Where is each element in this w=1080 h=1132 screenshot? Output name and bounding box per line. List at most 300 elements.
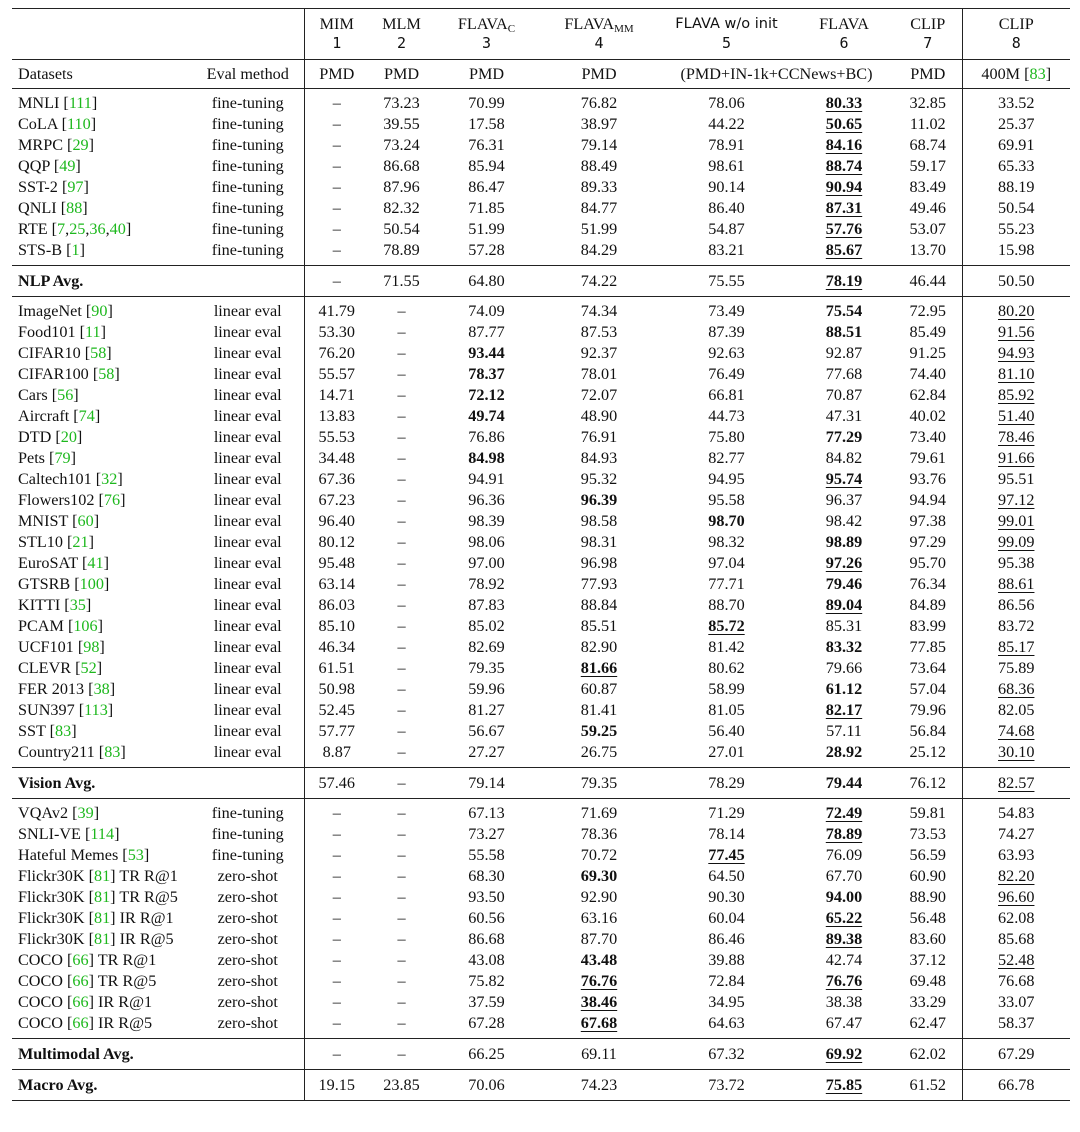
score-cell bbox=[539, 700, 659, 721]
dataset-name: CLEVR [52] bbox=[18, 659, 103, 677]
score-value: – bbox=[397, 1014, 406, 1032]
eval-method: linear eval bbox=[213, 617, 282, 635]
dataset-label: Flickr30K bbox=[18, 930, 85, 948]
score-value: 67.29 bbox=[998, 1045, 1035, 1063]
dataset-name: Cars [56] bbox=[18, 386, 79, 404]
citation-link[interactable]: 32 bbox=[101, 470, 118, 488]
score-value: 97.26 bbox=[825, 554, 863, 572]
dataset-name: QQP [49] bbox=[18, 157, 81, 175]
citation-link[interactable]: 29 bbox=[72, 136, 89, 154]
score-value: – bbox=[397, 1045, 406, 1063]
dataset-name: Flickr30K [81] TR R@1 bbox=[18, 867, 178, 885]
dataset-label: QNLI bbox=[18, 199, 57, 217]
citation-link[interactable]: 114 bbox=[90, 825, 115, 843]
citation-link[interactable]: 98 bbox=[83, 638, 100, 656]
score-cell bbox=[794, 89, 894, 115]
dataset-name: DTD [20] bbox=[18, 428, 83, 446]
score-value: 84.89 bbox=[909, 596, 946, 614]
score-cell bbox=[794, 114, 894, 135]
score-cell bbox=[894, 490, 962, 511]
citation-link[interactable]: 41 bbox=[87, 554, 104, 572]
score-value: 84.16 bbox=[825, 136, 863, 154]
score-cell bbox=[794, 637, 894, 658]
score-cell bbox=[539, 511, 659, 532]
citation-link[interactable]: 88 bbox=[66, 199, 83, 217]
citation-link[interactable]: 66 bbox=[72, 972, 89, 990]
score-value: 91.25 bbox=[909, 344, 946, 362]
score-value: 57.11 bbox=[826, 722, 862, 740]
score-cell bbox=[894, 824, 962, 845]
citation-link[interactable]: 97 bbox=[67, 178, 84, 196]
score-cell bbox=[659, 950, 794, 971]
citation-link[interactable]: 66 bbox=[72, 951, 89, 969]
citation-link[interactable]: 66 bbox=[72, 1014, 89, 1032]
citation-link[interactable]: 76 bbox=[103, 491, 121, 509]
dataset-label: STS-B bbox=[18, 241, 63, 259]
score-cell bbox=[659, 553, 794, 574]
score-value: 49.74 bbox=[468, 407, 505, 425]
score-cell bbox=[369, 219, 434, 240]
score-value: 87.83 bbox=[468, 596, 505, 614]
score-value: 56.84 bbox=[909, 722, 946, 740]
citation-link[interactable]: 110 bbox=[67, 115, 91, 133]
citation-link[interactable]: 81 bbox=[93, 867, 111, 885]
dataset-name: FER 2013 [38] bbox=[18, 680, 116, 698]
score-cell bbox=[794, 721, 894, 742]
dataset-name: STL10 [21] bbox=[18, 533, 94, 551]
eval-method: linear eval bbox=[213, 659, 282, 677]
citation-link[interactable]: 25 bbox=[69, 220, 86, 238]
table-row bbox=[12, 553, 1070, 574]
score-cell bbox=[304, 845, 369, 866]
score-cell bbox=[434, 658, 539, 679]
score-cell bbox=[894, 845, 962, 866]
score-cell bbox=[962, 574, 1070, 595]
citation-link[interactable]: 81 bbox=[93, 930, 111, 948]
score-value: 92.63 bbox=[708, 344, 745, 362]
score-value: 65.22 bbox=[825, 909, 863, 927]
score-value: – bbox=[397, 659, 406, 677]
score-value: 71.85 bbox=[468, 199, 505, 217]
score-cell bbox=[369, 679, 434, 700]
score-value: 54.83 bbox=[998, 804, 1035, 822]
score-value: 8.87 bbox=[322, 743, 351, 761]
score-cell bbox=[659, 768, 794, 799]
citation-link[interactable]: 81 bbox=[93, 909, 111, 927]
score-value: 85.68 bbox=[998, 930, 1035, 948]
eval-method: linear eval bbox=[213, 449, 282, 467]
eval-method: fine-tuning bbox=[211, 825, 284, 843]
score-cell bbox=[659, 114, 794, 135]
score-value: 85.17 bbox=[998, 638, 1035, 656]
citation-link[interactable]: 83 bbox=[55, 722, 72, 740]
score-cell bbox=[894, 721, 962, 742]
score-cell bbox=[794, 297, 894, 323]
score-value: 69.30 bbox=[580, 867, 618, 885]
score-value: 69.92 bbox=[825, 1045, 863, 1063]
score-cell bbox=[304, 385, 369, 406]
citation-link[interactable]: 74 bbox=[78, 407, 95, 425]
score-value: 58.99 bbox=[708, 680, 745, 698]
score-value: 71.29 bbox=[708, 804, 745, 822]
score-cell bbox=[304, 156, 369, 177]
dataset-label: CLEVR bbox=[18, 659, 72, 677]
score-value: 25.37 bbox=[998, 115, 1035, 133]
citation-link[interactable]: 66 bbox=[72, 993, 89, 1011]
score-value: 39.55 bbox=[383, 115, 420, 133]
score-cell bbox=[794, 700, 894, 721]
score-value: 76.82 bbox=[580, 94, 618, 112]
score-value: 77.45 bbox=[708, 846, 745, 864]
score-cell bbox=[794, 511, 894, 532]
score-value: – bbox=[397, 680, 406, 698]
citation-link[interactable]: 36 bbox=[89, 220, 106, 238]
table-row bbox=[12, 511, 1070, 532]
score-cell bbox=[894, 887, 962, 908]
dataset-name: UCF101 [98] bbox=[18, 638, 105, 656]
score-cell bbox=[304, 742, 369, 768]
score-value: 98.89 bbox=[825, 533, 863, 551]
score-value: 19.15 bbox=[318, 1076, 355, 1094]
citation-link[interactable]: 40 bbox=[109, 220, 126, 238]
score-value: – bbox=[397, 533, 406, 551]
score-cell bbox=[962, 469, 1070, 490]
citation-link[interactable]: 60 bbox=[77, 512, 94, 530]
score-value: 74.22 bbox=[580, 272, 618, 290]
score-value: 56.59 bbox=[909, 846, 946, 864]
score-cell bbox=[434, 469, 539, 490]
score-value: 97.12 bbox=[998, 491, 1035, 509]
table-row bbox=[12, 824, 1070, 845]
score-value: 13.83 bbox=[318, 407, 355, 425]
score-value: 64.80 bbox=[468, 272, 505, 290]
dataset-name: SUN397 [113] bbox=[18, 701, 114, 719]
eval-method: zero-shot bbox=[217, 1014, 278, 1032]
score-value: 57.28 bbox=[468, 241, 505, 259]
score-cell bbox=[539, 553, 659, 574]
score-cell bbox=[369, 950, 434, 971]
score-cell bbox=[794, 427, 894, 448]
score-cell bbox=[304, 177, 369, 198]
citation-link[interactable]: 35 bbox=[69, 596, 86, 614]
score-cell bbox=[659, 427, 794, 448]
score-cell bbox=[434, 511, 539, 532]
score-value: 82.77 bbox=[708, 449, 745, 467]
score-value: 85.02 bbox=[468, 617, 505, 635]
score-cell bbox=[434, 908, 539, 929]
score-cell bbox=[659, 992, 794, 1013]
score-value: 92.37 bbox=[580, 344, 618, 362]
dataset-label: Food101 bbox=[18, 323, 76, 341]
score-cell bbox=[894, 198, 962, 219]
score-cell bbox=[369, 177, 434, 198]
score-value: 64.50 bbox=[708, 867, 745, 885]
score-value: 78.29 bbox=[708, 774, 745, 792]
dataset-name: EuroSAT [41] bbox=[18, 554, 109, 572]
citation-link[interactable]: 53 bbox=[127, 846, 144, 864]
score-value: 50.50 bbox=[998, 272, 1035, 290]
score-value: – bbox=[332, 867, 341, 885]
table-row bbox=[12, 198, 1070, 219]
table-row bbox=[12, 679, 1070, 700]
dataset-label: COCO bbox=[18, 951, 63, 969]
score-cell bbox=[369, 1013, 434, 1039]
score-value: 74.23 bbox=[580, 1076, 618, 1094]
model-index: 5 bbox=[721, 34, 732, 52]
score-cell bbox=[434, 1013, 539, 1039]
score-cell bbox=[369, 866, 434, 887]
score-cell bbox=[434, 950, 539, 971]
score-value: 90.14 bbox=[708, 178, 745, 196]
dataset-name: COCO [66] TR R@5 bbox=[18, 972, 157, 990]
score-value: – bbox=[332, 825, 341, 843]
score-cell bbox=[539, 322, 659, 343]
score-value: 79.35 bbox=[580, 774, 618, 792]
eval-method-header: Eval method bbox=[192, 60, 304, 89]
score-value: – bbox=[397, 407, 406, 425]
score-cell bbox=[434, 177, 539, 198]
table-row bbox=[12, 219, 1070, 240]
score-value: 72.95 bbox=[909, 302, 946, 320]
citation-link[interactable]: 100 bbox=[79, 575, 104, 593]
score-cell bbox=[434, 616, 539, 637]
score-value: 93.44 bbox=[468, 344, 505, 362]
score-cell bbox=[434, 343, 539, 364]
score-value: 75.80 bbox=[708, 428, 745, 446]
citation-link[interactable]: 106 bbox=[73, 617, 98, 635]
score-value: 67.70 bbox=[825, 867, 863, 885]
citation-link[interactable]: 56 bbox=[57, 386, 74, 404]
score-cell bbox=[962, 219, 1070, 240]
citation-link[interactable]: 81 bbox=[93, 888, 111, 906]
score-cell bbox=[369, 511, 434, 532]
citation-link[interactable]: 49 bbox=[59, 157, 76, 175]
score-cell bbox=[794, 595, 894, 616]
score-cell bbox=[369, 406, 434, 427]
score-cell bbox=[434, 156, 539, 177]
table-row bbox=[12, 343, 1070, 364]
table-row bbox=[12, 866, 1070, 887]
score-cell bbox=[962, 364, 1070, 385]
table-row bbox=[12, 448, 1070, 469]
metric-label: IR R@5 bbox=[119, 930, 174, 948]
table-row bbox=[12, 950, 1070, 971]
citation-link[interactable]: 58 bbox=[90, 344, 107, 362]
score-value: 43.08 bbox=[468, 951, 505, 969]
citation-link[interactable]: 39 bbox=[77, 804, 94, 822]
score-cell bbox=[659, 177, 794, 198]
score-cell bbox=[894, 511, 962, 532]
dataset-label: Flickr30K bbox=[18, 867, 85, 885]
score-cell bbox=[659, 343, 794, 364]
score-cell bbox=[659, 532, 794, 553]
score-value: 93.50 bbox=[468, 888, 505, 906]
score-cell bbox=[434, 845, 539, 866]
score-cell bbox=[659, 198, 794, 219]
citation-link[interactable]: 11 bbox=[85, 323, 101, 341]
score-value: 86.68 bbox=[383, 157, 420, 175]
dataset-name: PCAM [106] bbox=[18, 617, 103, 635]
eval-method: zero-shot bbox=[217, 909, 278, 927]
score-value: 76.91 bbox=[580, 428, 618, 446]
score-value: 73.40 bbox=[909, 428, 946, 446]
citation-link[interactable]: 113 bbox=[84, 701, 108, 719]
score-value: 59.81 bbox=[909, 804, 946, 822]
score-value: 58.37 bbox=[998, 1014, 1035, 1032]
score-cell bbox=[304, 1039, 369, 1070]
score-cell bbox=[434, 1070, 539, 1101]
citation-link[interactable]: 90 bbox=[91, 302, 108, 320]
score-cell bbox=[304, 992, 369, 1013]
dataset-label: SUN397 bbox=[18, 701, 75, 719]
score-cell bbox=[659, 824, 794, 845]
eval-method: zero-shot bbox=[217, 993, 278, 1011]
metric-label: IR R@1 bbox=[119, 909, 174, 927]
eval-method: fine-tuning bbox=[211, 94, 284, 112]
score-cell bbox=[369, 427, 434, 448]
score-value: 72.12 bbox=[468, 386, 505, 404]
score-value: 85.31 bbox=[825, 617, 863, 635]
table-row bbox=[12, 574, 1070, 595]
score-value: 56.40 bbox=[708, 722, 745, 740]
score-cell bbox=[369, 490, 434, 511]
score-value: – bbox=[332, 846, 341, 864]
score-value: – bbox=[332, 972, 341, 990]
dataset-name: Flowers102 [76] bbox=[18, 491, 126, 509]
score-value: 84.82 bbox=[825, 449, 863, 467]
citation-link[interactable]: 21 bbox=[72, 533, 89, 551]
citation-link[interactable]: 52 bbox=[80, 659, 97, 677]
score-cell bbox=[659, 595, 794, 616]
score-cell bbox=[434, 929, 539, 950]
score-value: – bbox=[397, 638, 406, 656]
score-cell bbox=[539, 992, 659, 1013]
score-cell bbox=[304, 240, 369, 266]
score-value: 94.94 bbox=[909, 491, 946, 509]
citation-link[interactable]: 83 bbox=[1029, 65, 1046, 83]
eval-method: linear eval bbox=[213, 470, 282, 488]
score-value: 76.49 bbox=[708, 365, 745, 383]
score-value: 81.41 bbox=[580, 701, 618, 719]
score-cell bbox=[434, 866, 539, 887]
table-row bbox=[12, 364, 1070, 385]
score-value: 85.67 bbox=[825, 241, 863, 259]
score-cell bbox=[434, 1039, 539, 1070]
score-value: 64.63 bbox=[708, 1014, 745, 1032]
score-cell bbox=[962, 887, 1070, 908]
score-cell bbox=[794, 742, 894, 768]
dataset-name: CIFAR100 [58] bbox=[18, 365, 120, 383]
score-value: 33.52 bbox=[998, 94, 1035, 112]
citation-link[interactable]: 58 bbox=[98, 365, 115, 383]
score-value: 82.57 bbox=[998, 774, 1035, 792]
score-value: 87.70 bbox=[580, 930, 618, 948]
score-cell bbox=[962, 406, 1070, 427]
score-value: 49.46 bbox=[909, 199, 946, 217]
dataset-label: SST bbox=[18, 722, 46, 740]
dataset-name: Flickr30K [81] IR R@1 bbox=[18, 909, 174, 927]
dataset-name: Flickr30K [81] TR R@5 bbox=[18, 888, 178, 906]
citation-link[interactable]: 79 bbox=[54, 449, 71, 467]
score-value: 91.56 bbox=[998, 323, 1035, 341]
score-value: 68.74 bbox=[909, 136, 946, 154]
score-value: 28.92 bbox=[825, 743, 863, 761]
citation-link[interactable]: 20 bbox=[60, 428, 77, 446]
score-value: 88.84 bbox=[580, 596, 618, 614]
score-cell bbox=[434, 364, 539, 385]
score-value: 63.14 bbox=[318, 575, 355, 593]
model-name: CLIP bbox=[962, 9, 1070, 35]
score-cell bbox=[304, 679, 369, 700]
score-value: 96.98 bbox=[580, 554, 618, 572]
score-value: 95.74 bbox=[825, 470, 863, 488]
score-cell bbox=[539, 156, 659, 177]
score-value: 77.93 bbox=[580, 575, 618, 593]
score-cell bbox=[539, 89, 659, 115]
score-value: – bbox=[332, 993, 341, 1011]
score-cell bbox=[962, 1070, 1070, 1101]
score-cell bbox=[894, 992, 962, 1013]
score-value: 89.33 bbox=[580, 178, 618, 196]
dataset-name: SST [83] bbox=[18, 722, 77, 740]
eval-method: linear eval bbox=[213, 722, 282, 740]
score-cell bbox=[794, 135, 894, 156]
score-value: 92.90 bbox=[580, 888, 618, 906]
score-cell bbox=[304, 343, 369, 364]
score-value: 62.47 bbox=[909, 1014, 946, 1032]
citation-link[interactable]: 7 bbox=[57, 220, 66, 238]
score-value: 96.37 bbox=[825, 491, 863, 509]
score-value: 69.11 bbox=[581, 1045, 617, 1063]
score-value: 76.34 bbox=[909, 575, 946, 593]
score-value: 90.94 bbox=[825, 178, 863, 196]
score-cell bbox=[659, 364, 794, 385]
dataset-name: KITTI [35] bbox=[18, 596, 92, 614]
citation-link[interactable]: 111 bbox=[68, 94, 92, 112]
dataset-name: ImageNet [90] bbox=[18, 302, 113, 320]
score-value: – bbox=[332, 804, 341, 822]
score-value: 82.05 bbox=[998, 701, 1035, 719]
score-value: – bbox=[397, 491, 406, 509]
score-value: 89.38 bbox=[825, 930, 863, 948]
score-cell bbox=[434, 574, 539, 595]
table-row bbox=[12, 929, 1070, 950]
score-cell bbox=[794, 616, 894, 637]
score-value: 95.32 bbox=[580, 470, 618, 488]
citation-link[interactable]: 83 bbox=[104, 743, 121, 761]
score-value: 74.40 bbox=[909, 365, 946, 383]
score-cell bbox=[962, 240, 1070, 266]
score-value: 84.98 bbox=[468, 449, 505, 467]
eval-method: linear eval bbox=[213, 743, 282, 761]
citation-link[interactable]: 1 bbox=[71, 241, 80, 259]
citation-link[interactable]: 38 bbox=[93, 680, 110, 698]
score-value: 56.67 bbox=[468, 722, 505, 740]
score-value: 85.92 bbox=[998, 386, 1035, 404]
eval-method: linear eval bbox=[213, 533, 282, 551]
score-cell bbox=[894, 700, 962, 721]
score-cell bbox=[539, 532, 659, 553]
model-index: 2 bbox=[396, 34, 407, 52]
score-cell bbox=[659, 929, 794, 950]
score-cell bbox=[539, 574, 659, 595]
score-cell bbox=[369, 616, 434, 637]
score-value: 27.27 bbox=[468, 743, 505, 761]
dataset-label: SNLI-VE bbox=[18, 825, 81, 843]
score-value: 78.89 bbox=[383, 241, 420, 259]
score-value: 50.65 bbox=[825, 115, 863, 133]
dataset-label: DTD bbox=[18, 428, 52, 446]
